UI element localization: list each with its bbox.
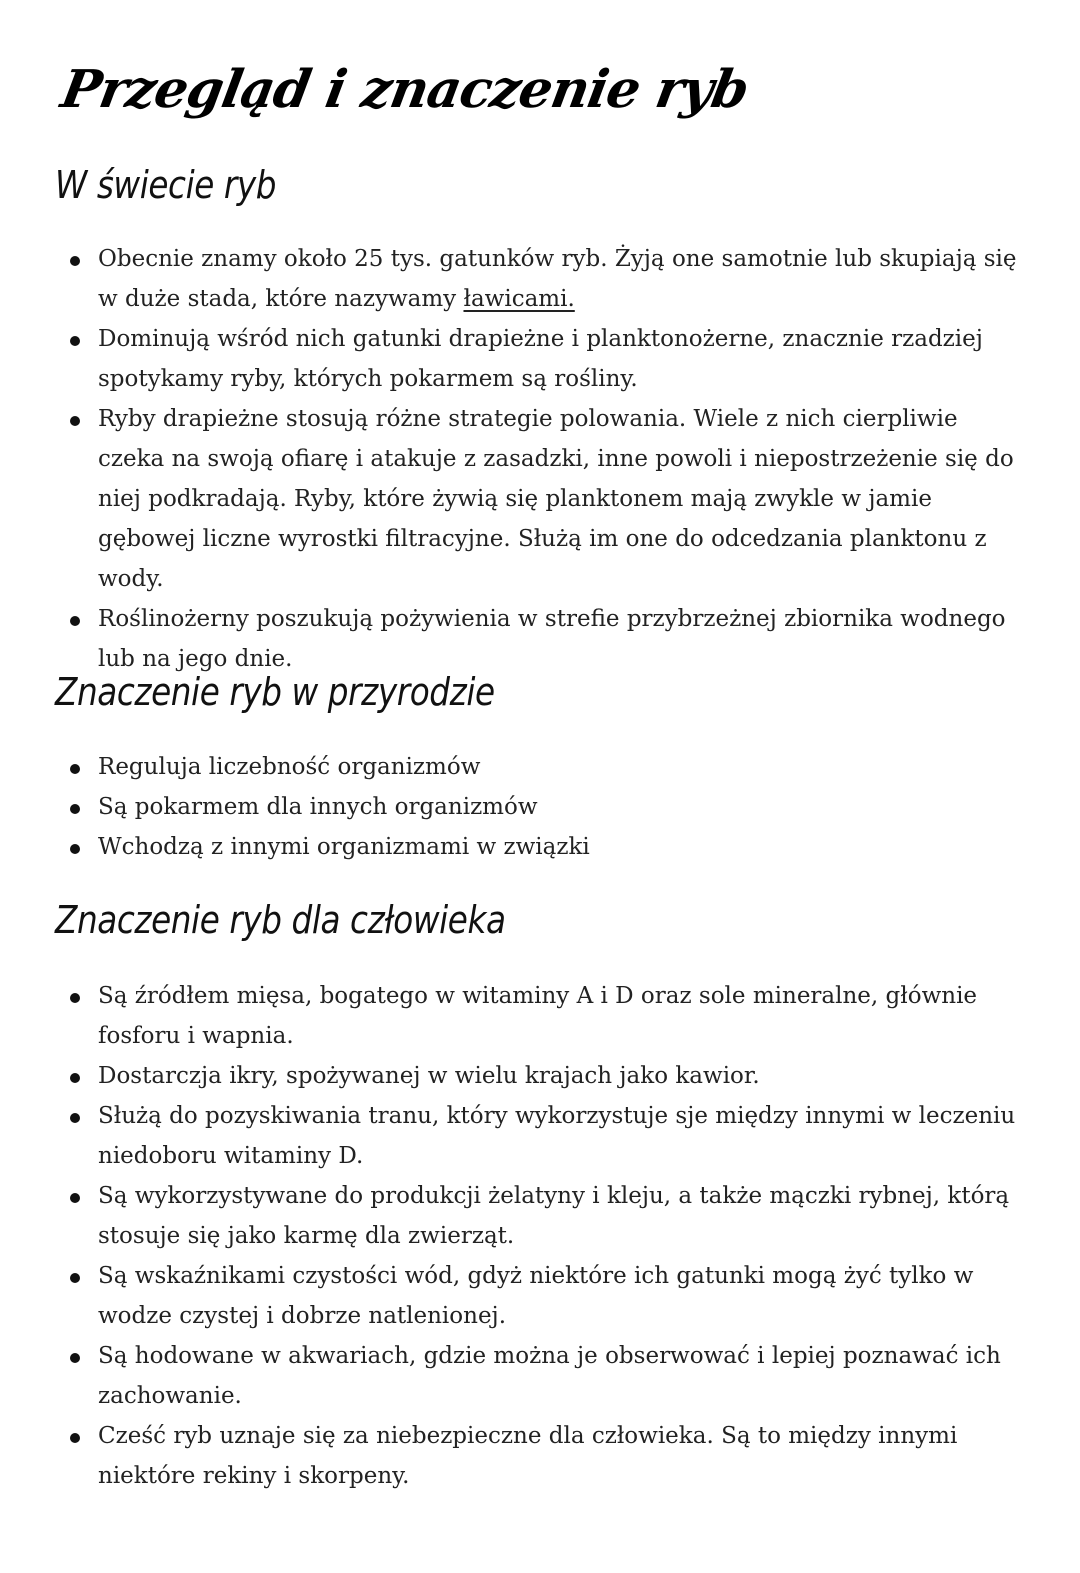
list-item <box>0 787 1080 827</box>
list-item-text: Są wskaźnikami czystości wód, gdyż niektóre ich gatunki mogą żyć tylko w wodze czystej i dobrze natlenionej. <box>98 1263 974 1329</box>
list-item-text: Dominują wśród nich gatunki drapieżne i planktonożerne, znacznie rzadziej spotykamy ryby, których pokarmem są rośliny. <box>98 326 983 392</box>
section-heading-humans: Znaczenie ryb dla człowieka <box>55 898 506 942</box>
list-item <box>0 1096 1080 1176</box>
bullet-icon <box>70 1433 80 1443</box>
list-item <box>0 1416 1080 1496</box>
bullet-icon <box>70 1113 80 1123</box>
list-item-text: Są pokarmem dla innych organizmów <box>98 794 538 820</box>
bullet-icon <box>70 1273 80 1283</box>
list-item-text: Są wykorzystywane do produkcji żelatyny i kleju, a także mączki rybnej, którą stosuje się jako karmę dla zwierząt. <box>98 1183 1010 1249</box>
list-item <box>0 747 1080 787</box>
list-item <box>0 319 1080 399</box>
section-heading-nature: Znaczenie ryb w przyrodzie <box>55 670 495 714</box>
list-item-text: Reguluja liczebność organizmów <box>98 754 481 780</box>
list-item-text: Cześć ryb uznaje się za niebezpieczne dla człowieka. Są to między innymi niektóre rekiny i skorpeny. <box>98 1423 958 1489</box>
bullet-icon <box>70 844 80 854</box>
bullet-icon <box>70 1193 80 1203</box>
list-item <box>0 976 1080 1056</box>
list-item-text: Ryby drapieżne stosują różne strategie polowania. Wiele z nich cierpliwie czeka na swoją ofiarę i atakuje z zasadzki, inne powoli i niepostrzeżenie się do niej podkradają. Ryby, które żywią się planktonem mają zwykle w jamie gębowej liczne wyrostki filtracyjne. Służą im one do odcedzania planktonu z wody. <box>98 406 1014 592</box>
list-item <box>0 827 1080 867</box>
bullet-list-humans <box>0 976 1080 1496</box>
bullet-list-world-of-fish <box>0 239 1080 679</box>
list-item-text: Obecnie znamy około 25 tys. gatunków ryb. Żyją one samotnie lub skupiają się w duże stada, które nazywamy <box>98 246 1017 312</box>
list-item-text: Dostarczja ikry, spożywanej w wielu krajach jako kawior. <box>98 1063 760 1089</box>
list-item-text: Wchodzą z innymi organizmami w związki <box>98 834 590 860</box>
bullet-list-nature <box>0 747 1080 867</box>
bullet-icon <box>70 1073 80 1083</box>
bullet-icon <box>70 1353 80 1363</box>
underlined-term: ławicami. <box>463 286 575 312</box>
bullet-icon <box>70 764 80 774</box>
list-item <box>0 1256 1080 1336</box>
list-item <box>0 239 1080 319</box>
bullet-icon <box>70 416 80 426</box>
bullet-icon <box>70 993 80 1003</box>
list-item-text: Są hodowane w akwariach, gdzie można je obserwować i lepiej poznawać ich zachowanie. <box>98 1343 1001 1409</box>
bullet-icon <box>70 804 80 814</box>
bullet-icon <box>70 336 80 346</box>
bullet-icon <box>70 256 80 266</box>
list-item-text: Są źródłem mięsa, bogatego w witaminy A i D oraz sole mineralne, głównie fosforu i wapnia. <box>98 983 978 1049</box>
list-item-text: Roślinożerny poszukują pożywienia w strefie przybrzeżnej zbiornika wodnego lub na jego dnie. <box>98 606 1006 672</box>
section-heading-world-of-fish: W świecie ryb <box>55 163 277 207</box>
list-item-text: Służą do pozyskiwania tranu, który wykorzystuje sje między innymi w leczeniu niedoboru witaminy D. <box>98 1103 1016 1169</box>
bullet-icon <box>70 616 80 626</box>
page-title: Przegląd i znaczenie ryb <box>56 59 753 120</box>
list-item <box>0 399 1080 599</box>
list-item <box>0 1336 1080 1416</box>
list-item <box>0 1176 1080 1256</box>
list-item <box>0 1056 1080 1096</box>
